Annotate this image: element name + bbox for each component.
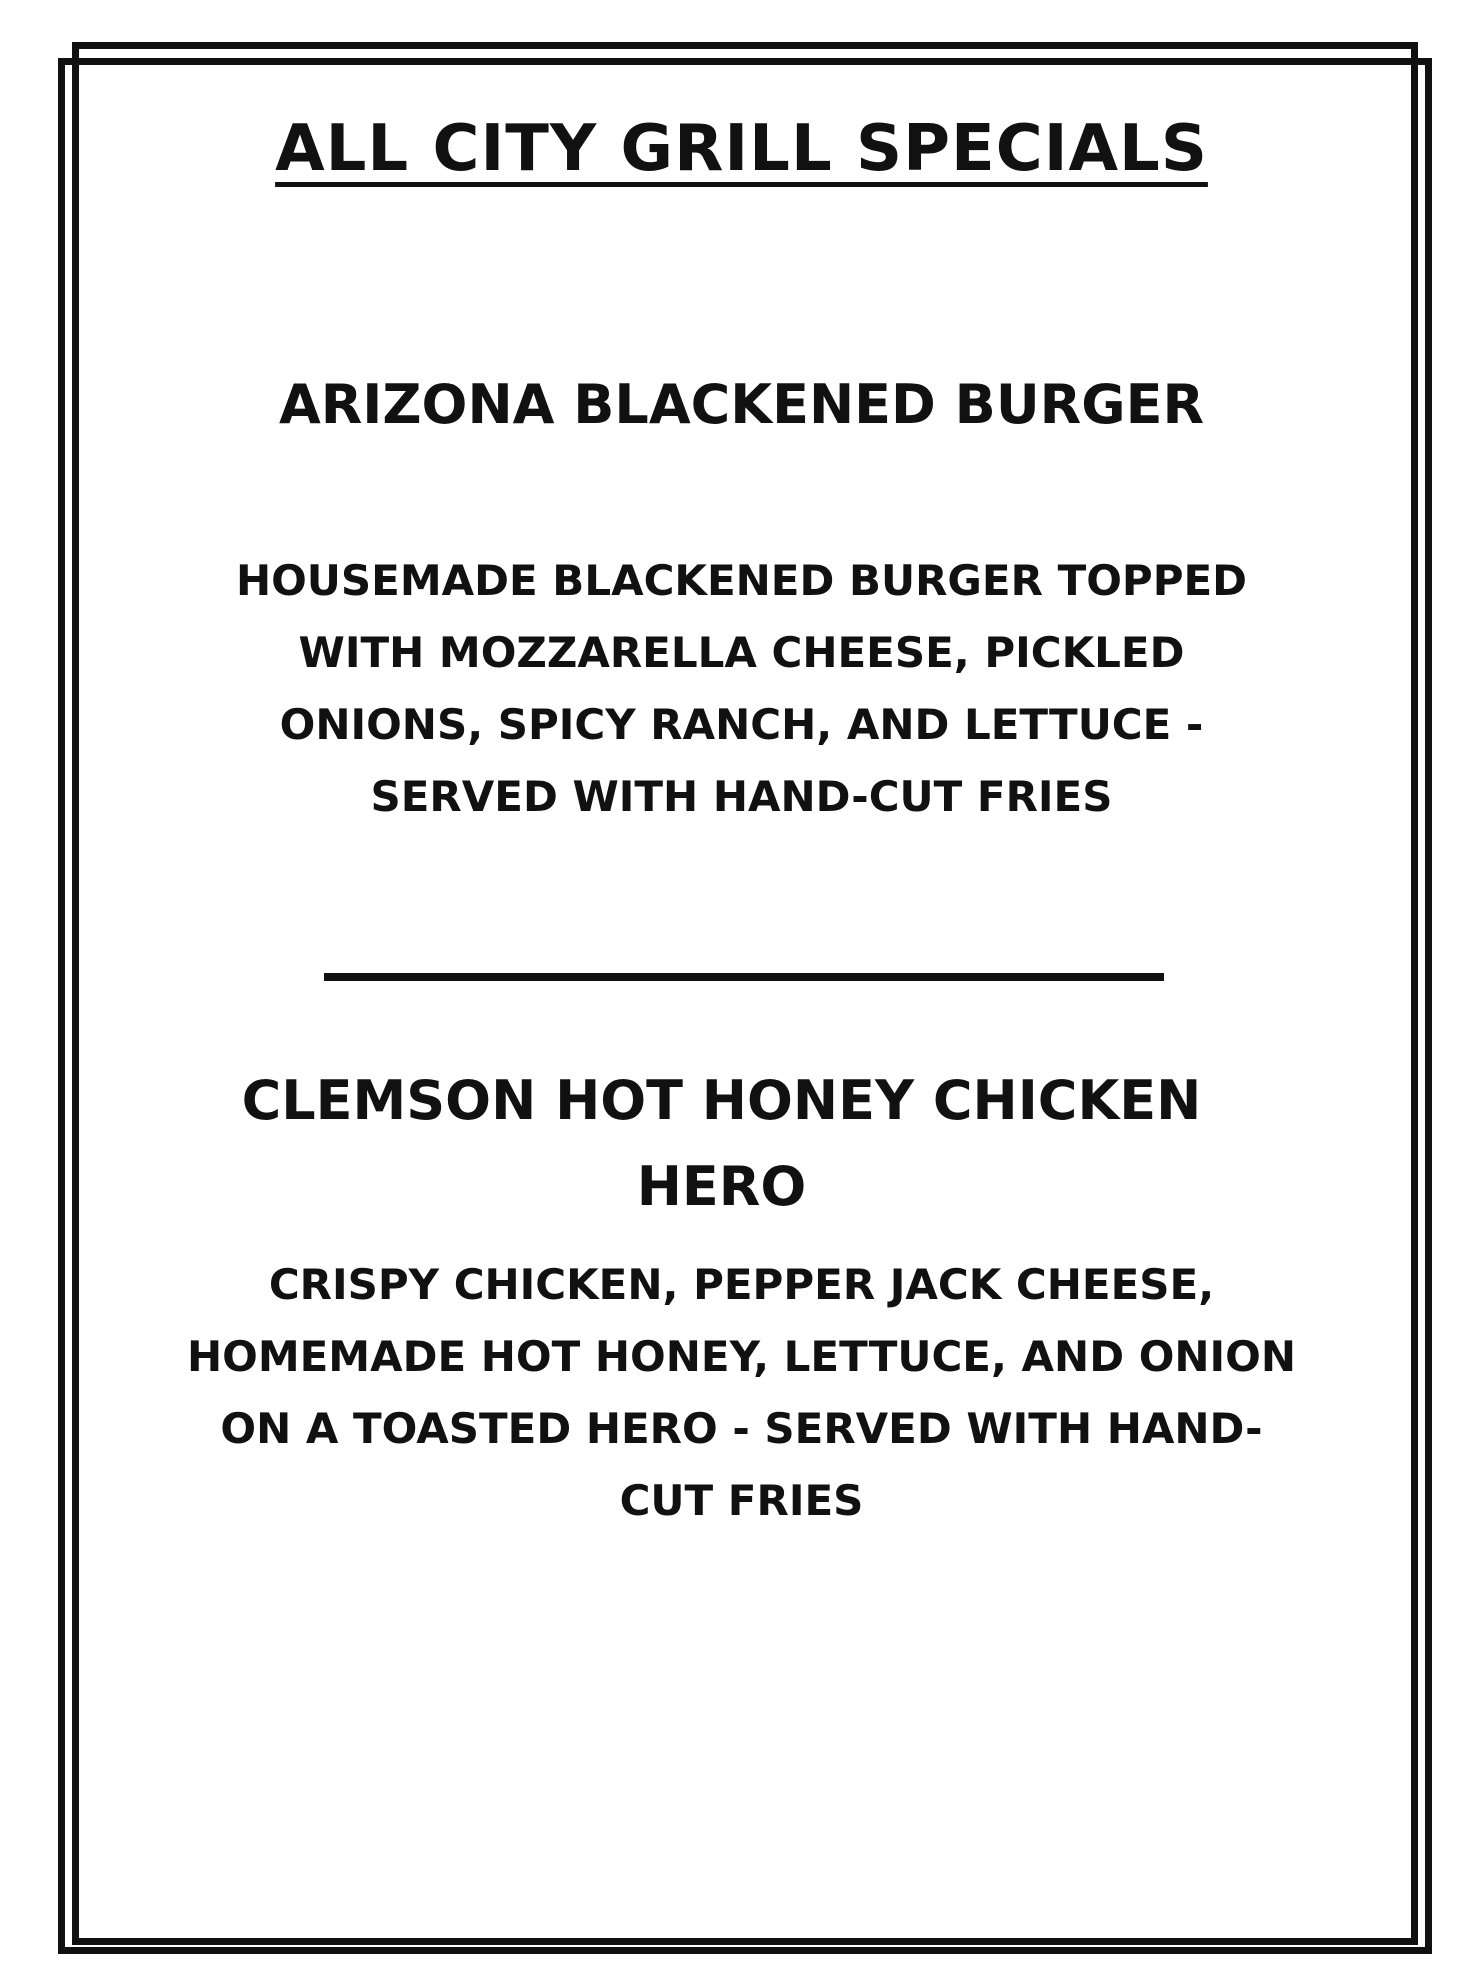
item-description-arizona-burger: HOUSEMADE BLACKENED BURGER TOPPED WITH MOZZARELLA CHEESE, PICKLED ONIONS, SPICY RANCH, AND LETTUCE - SERVED WITH HAND-CUT FRIES: [235, 556, 1248, 821]
menu-title: [0, 108, 1483, 190]
item-name-clemson-hero: CLEMSON HOT HONEY CHICKEN HERO: [241, 1069, 1202, 1218]
item-description-clemson-hero: CRISPY CHICKEN, PEPPER JACK CHEESE, HOMEMADE HOT HONEY, LETTUCE, AND ONION ON A TOASTED HERO - SERVED WITH HAND-CUT FRIES: [186, 1260, 1297, 1525]
item-name-arizona-burger: ARIZONA BLACKENED BURGER: [278, 373, 1205, 436]
section-divider: [324, 973, 1164, 981]
menu-title-text: ALL CITY GRILL SPECIALS: [275, 112, 1208, 186]
